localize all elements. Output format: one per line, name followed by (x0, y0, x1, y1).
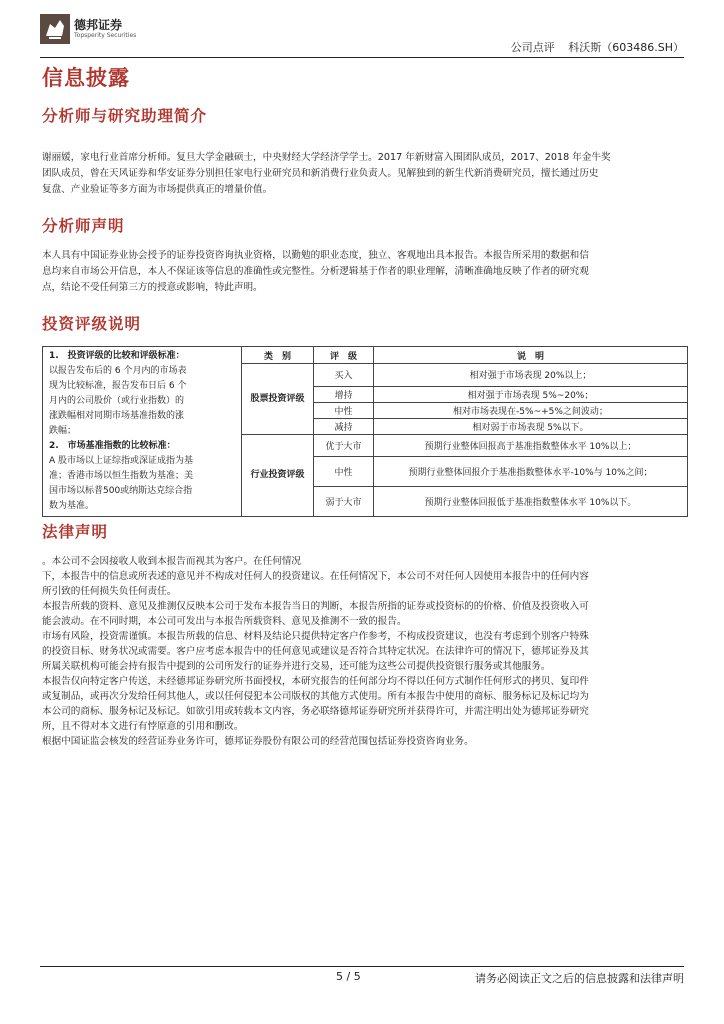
table-row (43, 347, 688, 364)
header-description: 说 明 (374, 347, 688, 364)
analyst-intro-heading: 分析师与研究助理简介 (42, 107, 208, 125)
analyst-statement-heading: 分析师声明 (42, 217, 125, 235)
industry-category: 行业投资评级 (242, 434, 314, 517)
text-line: 。本公司不会因接收人收到本报告而视其为客户。在任何情况 (42, 556, 302, 567)
rating-level: 中性 (314, 457, 374, 487)
rating-description: 相对强于市场表现 20%以上； (374, 364, 688, 387)
rating-description: 相对强于市场表现 5%~20%； (374, 386, 688, 402)
header-category: 类 别 (242, 347, 314, 364)
legal-heading: 法律声明 (42, 523, 109, 541)
company-name: 科沃斯（603486.SH） (568, 41, 684, 54)
analyst-statement-text (42, 248, 688, 296)
rating-description: 相对弱于市场表现 5%以下。 (374, 418, 688, 434)
rating-table (42, 346, 688, 517)
rating-description: 预期行业整体回报介于基准指数整体水平-10%与 10%之间； (374, 457, 688, 487)
criteria-line: 以报告发布后的 6 个月内的市场表 (49, 366, 187, 376)
criteria-line: A 股市场以上证综指或深证成指为基 (49, 456, 194, 466)
text-line: 根据中国证监会核发的经营证券业务许可，德邦证券股份有限公司的经营范围包括证券投资咨询业务。 (42, 736, 474, 747)
stock-category: 股票投资评级 (242, 364, 314, 435)
header-divider (40, 57, 684, 58)
text-line: 息均来自市场公开信息，本人不保证该等信息的准确性或完整性。分析逻辑基于作者的职业理解，清晰准确地反映了作者的研究观 (42, 266, 589, 277)
criteria-line: 现为比较标准，报告发布日后 6 个 (49, 381, 187, 391)
text-line: 团队成员，曾在天风证券和华安证券分别担任家电行业研究员和新消费行业负责人。见解独到的新生代新消费研究员，擅长通过历史 (42, 168, 599, 179)
legal-text (42, 554, 688, 749)
brand-name: 德邦证券 (74, 18, 123, 32)
text-line: 谢丽媛，家电行业首席分析师。复旦大学金融硕士，中央财经大学经济学学士。2017 年新财富入围团队成员，2017、2018 年金牛奖 (42, 152, 611, 163)
criteria-line: 2. 市场基准指数的比较标准： (49, 441, 176, 451)
rating-description: 预期行业整体回报高于基准指数整体水平 10%以上； (374, 434, 688, 457)
criteria-line: 1. 投资评级的比较和评级标准： (49, 351, 185, 361)
text-line: 或复制品，或再次分发给任何其他人，或以任何侵犯本公司版权的其他方式使用。所有本报告中使用的商标、服务标记及标记均为 (42, 691, 589, 702)
text-line: 市场有风险，投资需谨慎。本报告所载的信息、材料及结论只提供特定客户作参考，不构成投资建议，也没有考虑到个别客户特殊 (42, 631, 589, 642)
header-info (501, 39, 684, 55)
footer-divider (40, 966, 684, 967)
criteria-line: 准；香港市场以恒生指数为基准；美 (49, 471, 194, 481)
rating-level: 中性 (314, 402, 374, 418)
text-line: 能会波动。在不同时期，本公司可发出与本报告所载资料、意见及推测不一致的报告。 (42, 616, 407, 627)
text-line: 所引致的任何损失负任何责任。 (42, 586, 177, 597)
brand-logo (40, 14, 170, 44)
analyst-intro-text (42, 150, 688, 198)
rating-level: 弱于大市 (314, 487, 374, 517)
page-title: 信息披露 (42, 66, 130, 90)
criteria-line: 月内的公司股价（或行业指数）的 (49, 396, 185, 406)
rating-description: 预期行业整体回报低于基准指数整体水平 10%以下。 (374, 487, 688, 517)
text-line: 本报告所载的资料、意见及推测仅反映本公司于发布本报告当日的判断，本报告所指的证券或投资标的的价格、价值及投资收入可 (42, 601, 589, 612)
header-level: 评 级 (314, 347, 374, 364)
rating-description: 相对市场表现在-5%~+5%之间波动； (374, 402, 688, 418)
text-line: 本公司的商标、服务标记及标记。如欲引用或转载本文内容，务必联络德邦证券研究所并获得许可，并需注明出处为德邦证券研究 (42, 706, 589, 717)
text-line: 所属关联机构可能会持有报告中提到的公司所发行的证券并进行交易，还可能为这些公司提供投资银行服务或其他服务。 (42, 661, 551, 672)
text-line: 所，且不得对本文进行有悖原意的引用和删改。 (42, 721, 244, 732)
rating-level: 增持 (314, 386, 374, 402)
page-number: 5 / 5 (336, 970, 361, 983)
rating-level: 减持 (314, 418, 374, 434)
footer-note: 请务必阅读正文之后的信息披露和法律声明 (475, 972, 684, 985)
criteria-line: 涨跌幅相对同期市场基准指数的涨 (49, 411, 185, 421)
criteria-line: 数为基准。 (49, 501, 95, 511)
brand-subtitle: Topsperity Securities (74, 32, 137, 39)
text-line: 本报告仅向特定客户传送，未经德邦证券研究所书面授权，本研究报告的任何部分均不得以任何方式制作任何形式的拷贝、复印件 (42, 676, 589, 687)
rating-level: 优于大市 (314, 434, 374, 457)
rating-level: 买入 (314, 364, 374, 387)
text-line: 复盘、产业验证等多方面为市场提供真正的增量价值。 (42, 184, 273, 195)
criteria-line: 跌幅； (49, 426, 77, 436)
criteria-line: 国市场以标普500或纳斯达克综合指 (49, 486, 193, 496)
text-line: 下，本报告中的信息或所表述的意见并不构成对任何人的投资建议。在任何情况下，本公司不对任何人因使用本报告中的任何内容 (42, 571, 589, 582)
text-line: 的投资目标、财务状况或需要。客户应考虑本报告中的任何意见或建议是否符合其特定状况。在法律许可的情况下，德邦证券及其 (42, 646, 589, 657)
rating-heading: 投资评级说明 (42, 315, 142, 333)
rating-criteria (43, 347, 242, 517)
text-line: 点，结论不受任何第三方的授意或影响，特此声明。 (42, 282, 263, 293)
text-line: 本人具有中国证券业协会授予的证券投资咨询执业资格，以勤勉的职业态度，独立、客观地出具本报告。本报告所采用的数据和信 (42, 250, 589, 261)
logo-mark-icon (40, 14, 70, 44)
doc-type: 公司点评 (510, 41, 555, 54)
